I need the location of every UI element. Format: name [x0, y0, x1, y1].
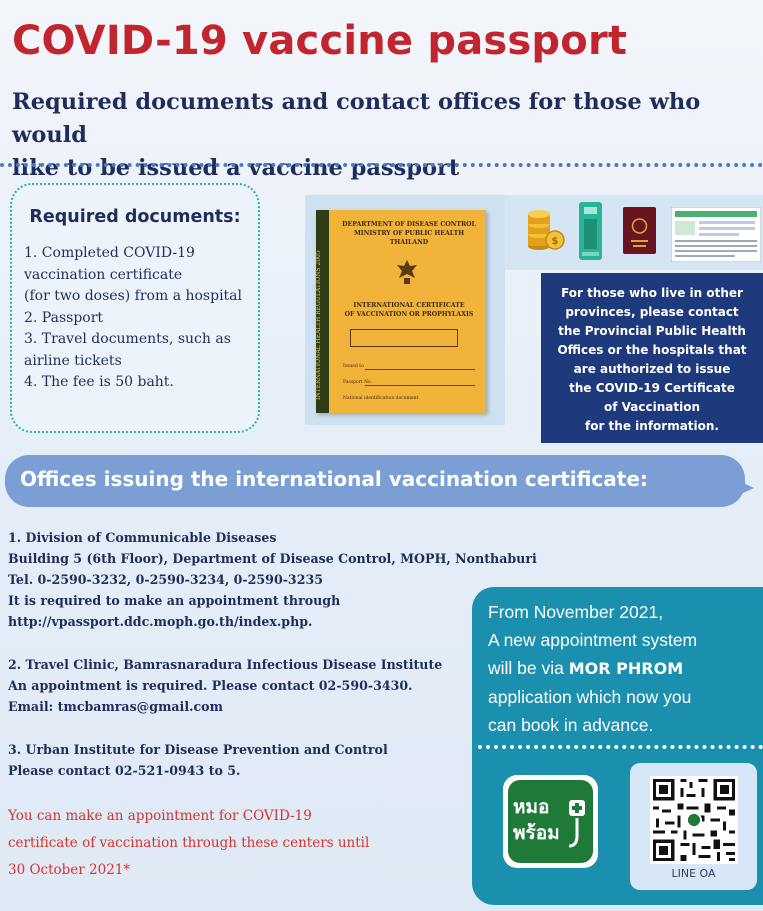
- appointment-line: [488, 654, 758, 683]
- appointment-line-prefix: will be via: [488, 658, 569, 678]
- appointment-divider: [478, 745, 763, 749]
- office-2-name: 2. Travel Clinic, Bamrasnaradura Infectious Disease Institute: [8, 657, 443, 672]
- coins-icon: [525, 206, 565, 252]
- note-line: certificate of vaccination through these centers until: [8, 835, 370, 851]
- list-item: vaccination certificate: [24, 266, 183, 283]
- note-line: You can make an appointment for COVID-19: [8, 808, 312, 824]
- required-documents-title: Required documents:: [29, 207, 241, 227]
- stethoscope-icon: [563, 800, 591, 852]
- certificate-intl-text: INTERNATIONAL CERTIFICATE: [353, 302, 465, 309]
- office-2-contact: An appointment is required. Please contact 02-590-3430.: [8, 678, 413, 693]
- note-line: 30 October 2021*: [8, 862, 131, 878]
- office-1-phone: Tel. 0-2590-3232, 0-2590-3234, 0-2590-3235: [8, 572, 323, 587]
- qr-code-icon: [650, 776, 738, 864]
- offices-banner-title: Offices issuing the international vaccination certificate:: [20, 467, 648, 491]
- office-1-url: http://vpassport.ddc.moph.go.th/index.php.: [8, 614, 313, 629]
- provinces-info-text: [541, 284, 763, 436]
- certificate-country-text: THAILAND: [389, 239, 429, 246]
- vaccination-record-icon: [671, 207, 761, 262]
- certificate-spine-text: INTERNATIONAL HEALTH REGULATIONS 2005: [315, 250, 322, 400]
- app-icon-text-line-2: พร้อม: [513, 822, 560, 844]
- subtitle-line-2: like to be issued a vaccine passport: [12, 155, 460, 181]
- required-documents-box: [10, 183, 260, 433]
- certificate-line: [365, 369, 475, 370]
- appointment-line: From November 2021,: [488, 602, 664, 622]
- info-line: for the information.: [585, 419, 719, 433]
- certificate-ministry-text: MINISTRY OF PUBLIC HEALTH: [353, 230, 465, 237]
- office-1-appointment: It is required to make an appointment through: [8, 593, 341, 608]
- app-name: MOR PHROM: [568, 659, 684, 678]
- required-documents-list: [24, 243, 264, 394]
- page-title: COVID-19 vaccine passport: [12, 18, 628, 64]
- header-divider: [0, 163, 763, 167]
- subtitle-line-1: Required documents and contact offices for those who would: [12, 89, 701, 148]
- certificate-passport-label: Passport No.: [343, 380, 373, 385]
- id-card-icon: [578, 201, 603, 261]
- deadline-note: [8, 803, 468, 884]
- info-line: For those who live in other: [561, 286, 743, 300]
- passport-icon: [622, 206, 657, 255]
- certificate-national-id-label: National identification document: [343, 396, 419, 401]
- appointment-line: can book in advance.: [488, 715, 654, 735]
- certificate-issued-label: Issued to: [343, 364, 364, 369]
- info-line: Offices or the hospitals that: [557, 343, 747, 357]
- office-1-name: 1. Division of Communicable Diseases: [8, 530, 277, 545]
- list-item: 2. Passport: [24, 309, 104, 326]
- appointment-line: application which now you: [488, 687, 692, 707]
- info-line: are authorized to issue: [573, 362, 731, 376]
- info-line: the COVID-19 Certificate: [569, 381, 735, 395]
- appointment-line: A new appointment system: [488, 630, 698, 650]
- svg-text:$: $: [551, 236, 559, 247]
- office-2-email: Email: tmcbamras@gmail.com: [8, 699, 223, 714]
- certificate-vaccination-text: OF VACCINATION OR PROPHYLAXIS: [344, 311, 474, 318]
- info-line: of Vaccination: [604, 400, 700, 414]
- appointment-text: [488, 598, 758, 739]
- list-item: (for two doses) from a hospital: [24, 288, 243, 304]
- list-item: 4. The fee is 50 baht.: [24, 374, 174, 390]
- list-item: 3. Travel documents, such as: [24, 331, 231, 347]
- line-oa-label: LINE OA: [671, 867, 716, 880]
- office-3-contact: Please contact 02-521-0943 to 5.: [8, 763, 241, 778]
- certificate-dept-text: DEPARTMENT OF DISEASE CONTROL: [342, 221, 476, 228]
- info-line: the Provincial Public Health: [558, 324, 746, 338]
- list-item: airline tickets: [24, 352, 122, 369]
- list-item: 1. Completed COVID-19: [24, 245, 195, 261]
- certificate-line: [365, 385, 475, 386]
- certificate-name-box: [350, 329, 458, 347]
- page-subtitle: [12, 86, 757, 185]
- garuda-emblem-icon: [395, 258, 419, 286]
- office-3-name: 3. Urban Institute for Disease Prevention and Control: [8, 742, 388, 757]
- info-line: provinces, please contact: [565, 305, 739, 319]
- app-icon-text-line-1: หมอ: [513, 796, 550, 818]
- office-1-address: Building 5 (6th Floor), Department of Disease Control, MOPH, Nonthaburi: [8, 551, 537, 566]
